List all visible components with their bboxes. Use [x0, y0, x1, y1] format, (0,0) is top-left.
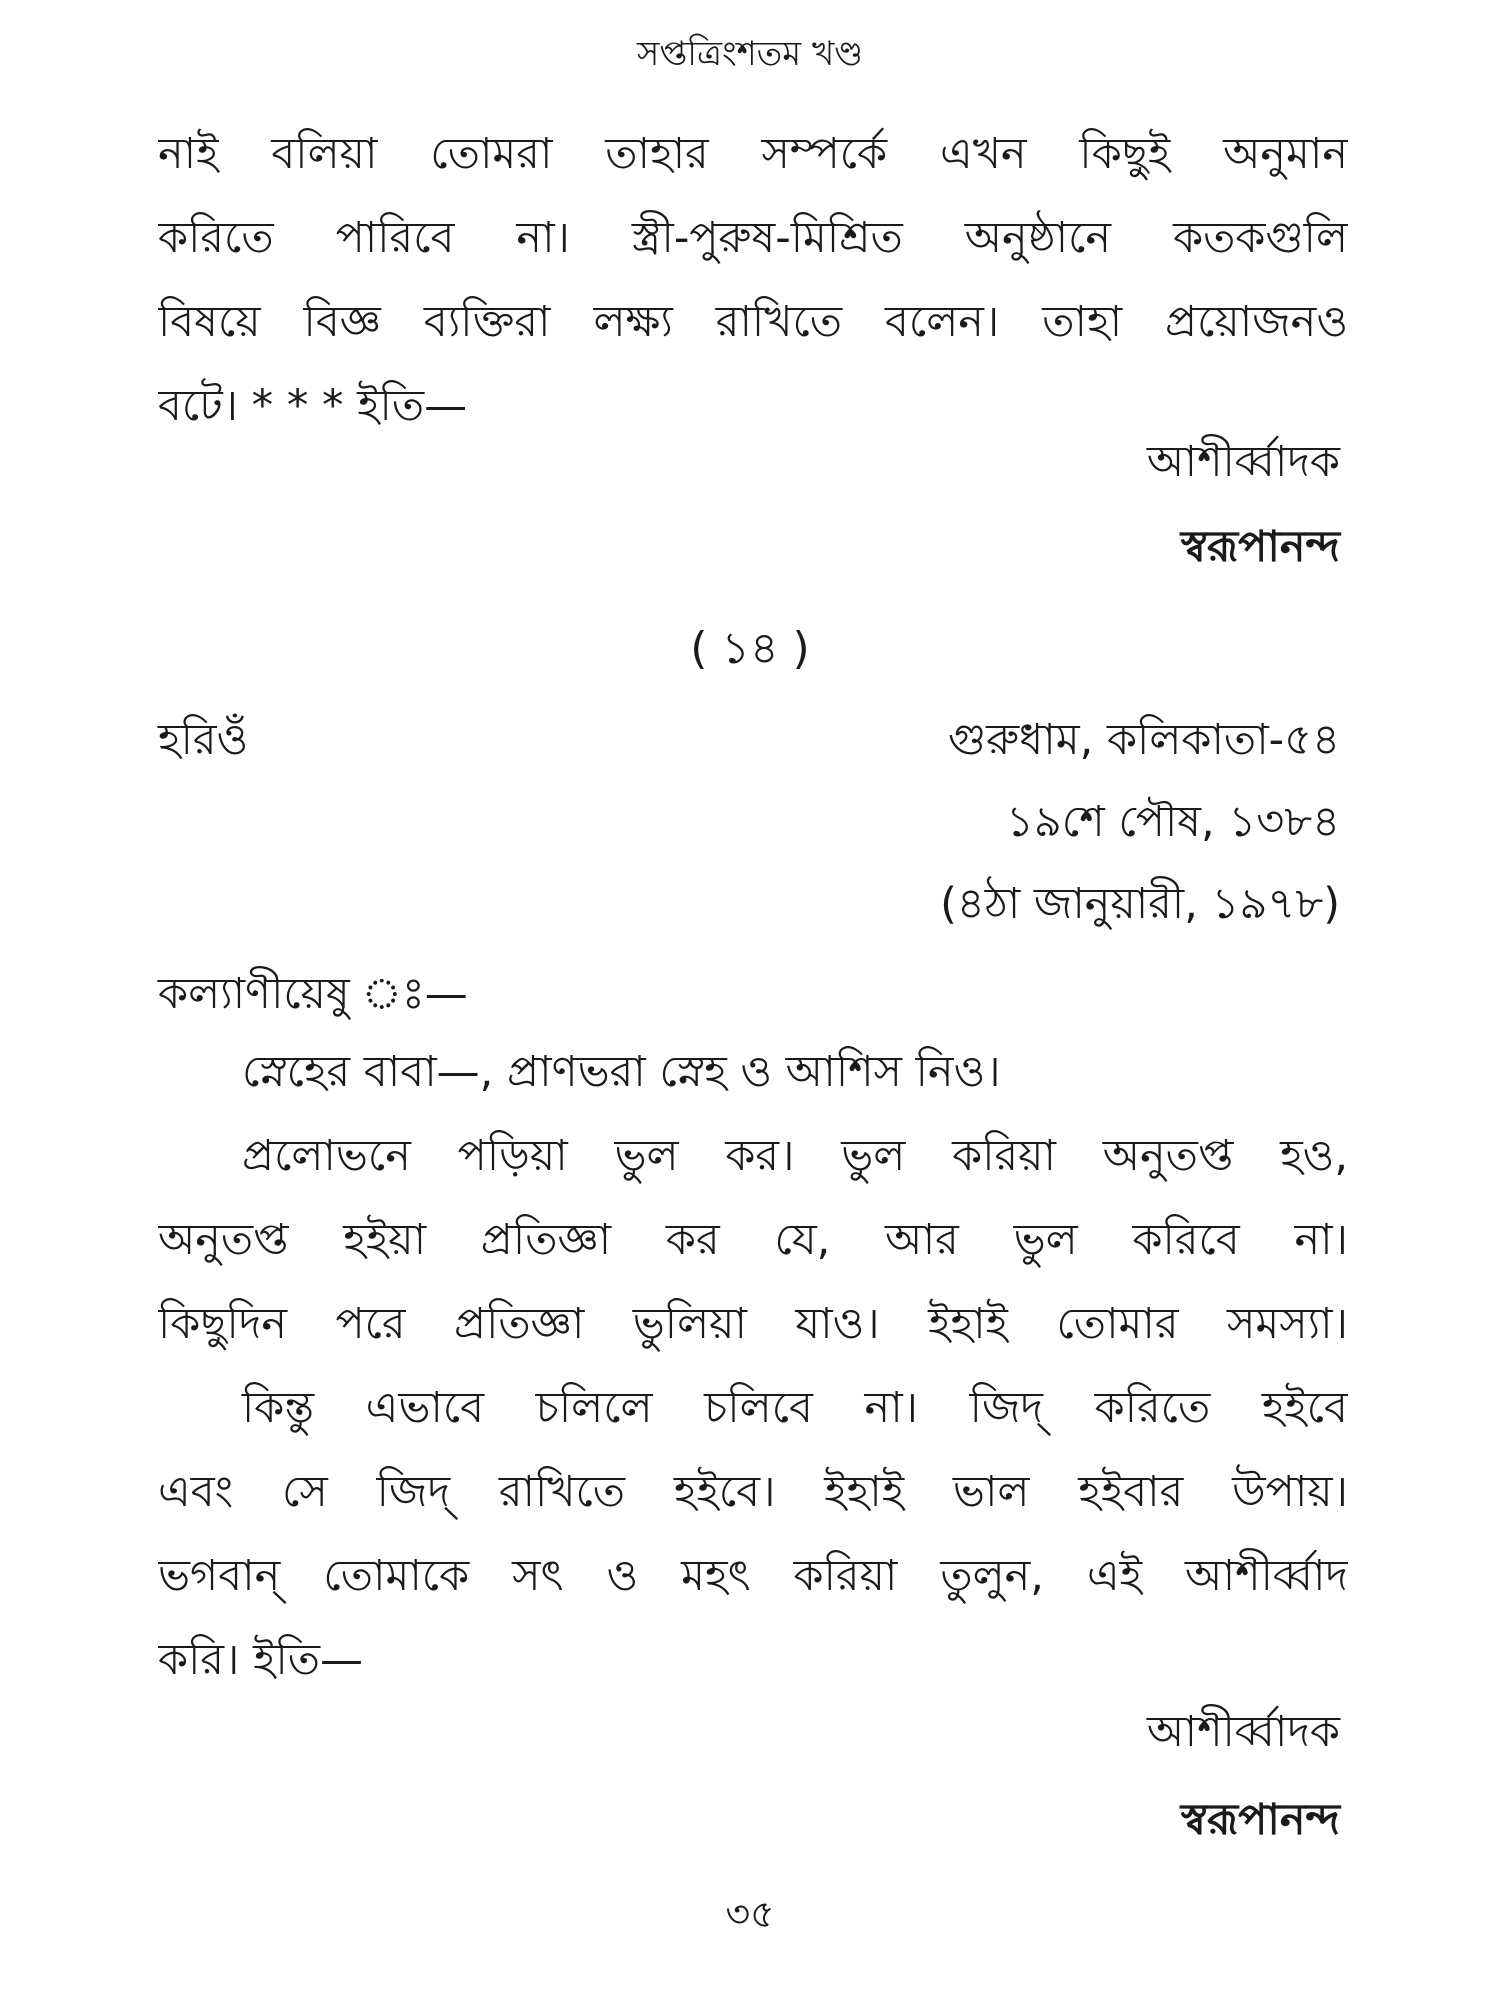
letter14-signature: স্বরূপানন্দ — [1180, 1795, 1340, 1845]
text-line: কিন্তু এভাবে চলিলে চলিবে না। জিদ্ করিতে হইবে — [242, 1383, 1348, 1433]
letter13-signature: স্বরূপানন্দ — [1180, 522, 1340, 572]
letter-date-english: (৪ঠা জানুয়ারী, ১৯৭৮) — [940, 879, 1340, 929]
letter-place: গুরুধাম, কলিকাতা-৫৪ — [948, 715, 1340, 765]
letter-date-bengali: ১৯শে পৌষ, ১৩৮৪ — [1005, 797, 1340, 847]
text-line: নাই বলিয়া তোমরা তাহার সম্পর্কে এখন কিছুই অনুমান — [158, 129, 1348, 179]
letter14-closing: আশীর্ব্বাদক — [1146, 1707, 1340, 1757]
text-line: বিষয়ে বিজ্ঞ ব্যক্তিরা লক্ষ্য রাখিতে বলেন। তাহা প্রয়োজনও — [158, 297, 1348, 347]
letter13-body — [158, 112, 1348, 448]
letter14-paragraph-1 — [158, 1114, 1348, 1366]
letter13-closing: আশীর্ব্বাদক — [1146, 437, 1340, 487]
text-line: করি। ইতি— — [158, 1635, 364, 1685]
text-line: এবং সে জিদ্ রাখিতে হইবে। ইহাই ভাল হইবার উপায়। — [158, 1467, 1348, 1517]
letter-number: ( ১৪ ) — [690, 623, 810, 674]
text-line: করিতে পারিবে না। স্ত্রী-পুরুষ-মিশ্রিত অনুষ্ঠানে কতকগুলি — [158, 213, 1348, 263]
text-line: প্রলোভনে পড়িয়া ভুল কর। ভুল করিয়া অনুতপ্ত হও, — [242, 1131, 1348, 1181]
addressee: কল্যাণীয়েষু ঃ— — [158, 969, 468, 1019]
running-header: সপ্তত্রিংশতম খণ্ড — [636, 34, 864, 74]
letter14-greeting — [158, 1030, 1348, 1114]
text-line: বটে। * * * ইতি— — [158, 381, 468, 431]
text-line: ভগবান্ তোমাকে সৎ ও মহৎ করিয়া তুলুন, এই আশীর্ব্বাদ — [158, 1551, 1348, 1601]
text-line: অনুতপ্ত হইয়া প্রতিজ্ঞা কর যে, আর ভুল করিবে না। — [158, 1215, 1348, 1265]
text-line: কিছুদিন পরে প্রতিজ্ঞা ভুলিয়া যাও। ইহাই তোমার সমস্যা। — [158, 1299, 1348, 1349]
letter14-paragraph-2 — [158, 1366, 1348, 1702]
salutation-hariom: হরিওঁ — [158, 715, 249, 765]
text-line: স্নেহের বাবা—, প্রাণভরা স্নেহ ও আশিস নিও। — [242, 1047, 1001, 1097]
page-number: ৩৫ — [725, 1892, 775, 1936]
